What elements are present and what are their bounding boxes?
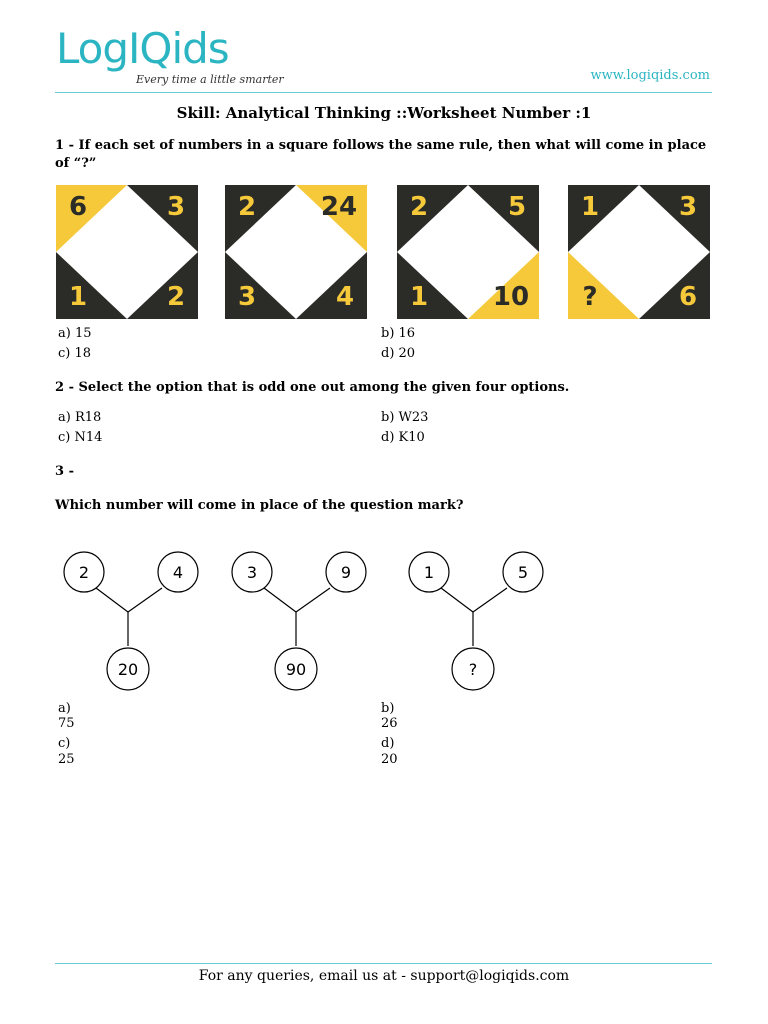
q2-option-a[interactable]: a) R18 [58,410,102,425]
footer-divider [55,963,712,964]
tree-branch-left [96,588,128,612]
q2-option-c[interactable]: c) N14 [58,430,103,445]
square-number-bl: 3 [237,282,257,312]
header-divider [55,92,712,93]
question-3-number: 3 - [55,464,74,479]
q2-option-d[interactable]: d) K10 [381,430,425,445]
q3-option-c-label[interactable]: c) [58,736,71,751]
tree-value-right: 5 [517,563,529,582]
square-number-tr: 5 [507,192,527,222]
tree-branch-right [296,588,330,612]
square-number-tl: 6 [68,192,88,222]
q1-option-d[interactable]: d) 20 [381,346,416,361]
tree-value-left: 1 [423,563,435,582]
tree-value-bottom: ? [468,660,478,679]
tree-value-left: 3 [246,563,258,582]
tree-value-bottom: 90 [285,660,307,679]
square-number-br: 2 [166,282,186,312]
q1-option-c[interactable]: c) 18 [58,346,92,361]
square-number-bl: 1 [68,282,88,312]
question-1-text: 1 - If each set of numbers in a square follows the same rule, then what will come in place of “?” [55,138,707,171]
square-number-br: 10 [492,282,530,312]
number-square-1 [56,185,198,319]
tree-value-left: 2 [78,563,90,582]
tree-branch-right [473,588,507,612]
square-number-tr: 3 [166,192,186,222]
square-number-tl: 1 [580,192,600,222]
q1-option-a[interactable]: a) 15 [58,326,92,341]
number-tree-2 [228,546,378,696]
q3-option-a-label[interactable]: a) [58,701,71,716]
tree-branch-right [128,588,162,612]
number-tree-1 [60,546,210,696]
number-square-2 [225,185,367,319]
q2-option-b[interactable]: b) W23 [381,410,429,425]
number-square-3 [397,185,539,319]
number-square-4 [568,185,710,319]
square-number-tl: 2 [237,192,257,222]
square-number-bl: ? [582,282,598,312]
square-number-bl: 1 [409,282,429,312]
q3-option-b-value: 26 [381,716,398,731]
square-number-tl: 2 [409,192,429,222]
square-number-tr: 3 [678,192,698,222]
question-2-text: 2 - Select the option that is odd one out among the given four options. [55,380,570,395]
logo-text: LogIQids [56,24,229,73]
tree-branch-left [441,588,473,612]
q3-option-a-value: 75 [58,716,75,731]
website-link[interactable]: www.logiqids.com [590,68,710,83]
q3-option-c-value: 25 [58,752,75,767]
tree-value-right: 9 [340,563,352,582]
square-number-br: 4 [335,282,355,312]
q3-option-d-label[interactable]: d) [381,736,395,751]
logo-tagline: Every time a little smarter [136,73,284,86]
number-tree-3 [405,546,555,696]
worksheet-title: Skill: Analytical Thinking ::Worksheet Number :1 [176,104,592,122]
tree-branch-left [264,588,296,612]
tree-value-right: 4 [172,563,184,582]
tree-value-bottom: 20 [117,660,139,679]
square-number-br: 6 [678,282,698,312]
footer-contact: For any queries, email us at - support@logiqids.com [198,968,570,984]
question-3-text: Which number will come in place of the question mark? [55,498,464,513]
q1-option-b[interactable]: b) 16 [381,326,416,341]
q3-option-b-label[interactable]: b) [381,701,395,716]
q3-option-d-value: 20 [381,752,398,767]
logo [56,24,284,86]
square-number-tr: 24 [320,192,358,222]
